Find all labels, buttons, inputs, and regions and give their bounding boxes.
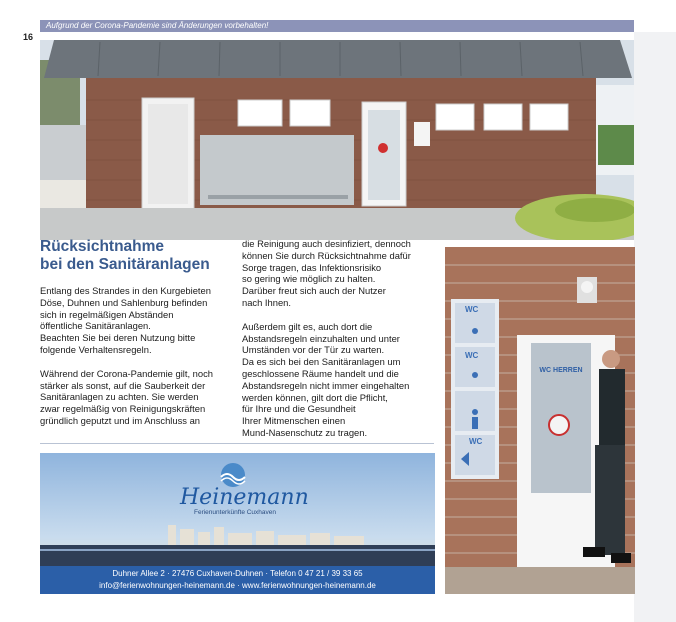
text-line: Beachten Sie bei deren Nutzung bitte xyxy=(40,332,196,344)
article-column-1 xyxy=(40,285,240,427)
divider xyxy=(40,443,434,444)
text-line: Während der Corona-Pandemie gilt, noch xyxy=(40,367,214,379)
text-line: Mund-Nasenschutz zu tragen. xyxy=(242,426,368,438)
headline-line-1: Rücksichtnahme xyxy=(40,238,165,255)
wc-entrance-photo xyxy=(445,247,635,594)
text-line: Abstandsregeln nicht immer eingehalten xyxy=(242,379,410,391)
text-line: Sorge tragen, das Infektionsrisiko xyxy=(242,261,382,273)
top-banner xyxy=(40,20,634,32)
article-headline xyxy=(40,238,240,274)
text-line: können Sie durch Rücksichtnahme dafür xyxy=(242,249,411,261)
text-line: Außerdem gilt es, auch dort die xyxy=(242,320,373,332)
ad-brand-name: Heinemann xyxy=(180,485,309,510)
text-line: zwar regelmäßig von Reinigungskräften xyxy=(40,403,206,415)
sanitary-building-photo xyxy=(40,40,634,240)
wc-sign-label: WC xyxy=(469,437,483,446)
ad-subtitle: Ferienunterkünfte Cuxhaven xyxy=(193,509,277,516)
text-line: Umständen vor der Tür zu warten. xyxy=(242,344,385,356)
text-line: Abstandsregeln einzuhalten und unter xyxy=(242,332,400,344)
paragraph-gap xyxy=(242,309,440,321)
text-line: so gering wie möglich zu halten. xyxy=(242,273,376,285)
article-column-2 xyxy=(242,238,440,439)
text-line: geschlossene Räume handelt und die xyxy=(242,367,399,379)
text-line: Sanitäranlagen zu achten. Sie werden xyxy=(40,391,199,403)
page-number: 16 xyxy=(23,32,34,42)
headline-line-2: bei den Sanitäranlagen xyxy=(40,256,210,273)
wc-sign-label: WC xyxy=(465,305,479,314)
text-line: Entlang des Strandes in den Kurgebieten xyxy=(40,285,211,296)
right-margin-strip xyxy=(634,32,676,622)
text-line: öffentliche Sanitäranlagen. xyxy=(40,320,151,332)
ad-contact: info@ferienwohnungen-heinemann.de · www.ferienwohnungen-heinemann.de xyxy=(99,581,376,590)
wc-sign-label: WC xyxy=(465,351,479,360)
text-line: folgende Verhaltensregeln. xyxy=(40,343,152,355)
text-line: stärker als sonst, auf die Sauberkeit der xyxy=(40,379,206,391)
text-line: nach Ihnen. xyxy=(242,296,291,308)
door-sign-text: WC HERREN xyxy=(539,367,583,374)
text-line: gründlich geputzt und im Anschluss an xyxy=(40,414,200,426)
text-line: Ihrer Mitmenschen einen xyxy=(242,415,346,427)
text-line: sich in regelmäßigen Abständen xyxy=(40,308,174,320)
text-line: die Reinigung auch desinfiziert, dennoch xyxy=(242,238,411,249)
banner-text: Aufgrund der Corona-Pandemie sind Änderungen vorbehalten! xyxy=(46,21,269,30)
text-line: Darüber freut sich auch der Nutzer xyxy=(242,285,386,297)
text-line: Döse, Duhnen und Sahlenburg befinden xyxy=(40,296,208,308)
paragraph-gap xyxy=(40,356,240,368)
ad-address: Duhner Allee 2 · 27476 Cuxhaven-Duhnen · Telefon 0 47 21 / 39 33 65 xyxy=(112,569,363,578)
text-line: werden können, gilt dort die Pflicht, xyxy=(242,391,388,403)
text-line: Da es sich bei den Sanitäranlagen um xyxy=(242,356,401,368)
text-line: für Ihre und die Gesundheit xyxy=(242,403,356,415)
